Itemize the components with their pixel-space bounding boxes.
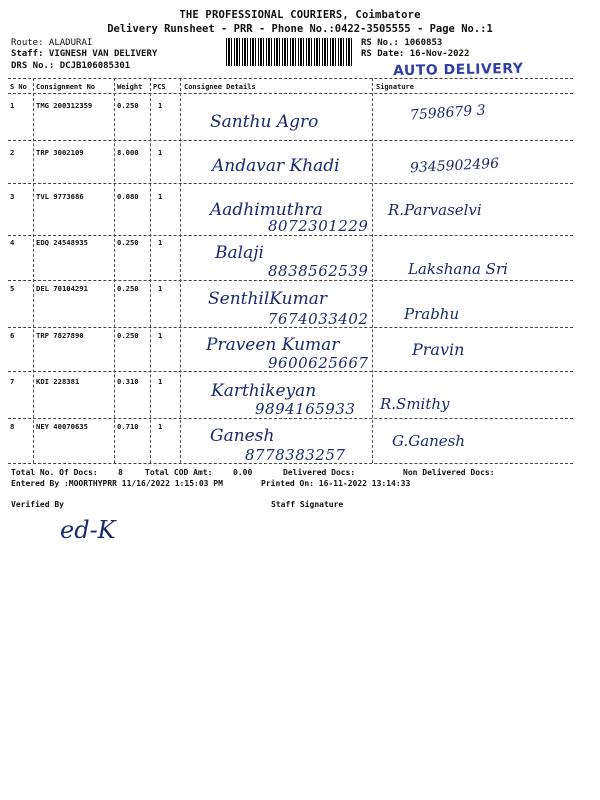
cod-amount-value: 0.00 <box>233 468 253 477</box>
row-consignee-name: Andavar Khadi <box>212 156 340 176</box>
row-divider <box>8 371 573 372</box>
row-weight: 0.310 <box>117 377 139 386</box>
row-divider <box>8 140 573 141</box>
row-consignee-phone: 8072301229 <box>268 217 369 235</box>
row-divider <box>8 327 573 328</box>
row-consignment-no: NEY 40070635 <box>36 422 88 431</box>
table-bottom-border <box>8 463 573 464</box>
row-weight: 8.000 <box>117 148 139 157</box>
rs-number: RS No.: 1060853 <box>361 38 443 48</box>
row-signature: Prabhu <box>404 305 460 323</box>
staff-label: Staff: VIGNESH VAN DELIVERY <box>11 49 158 59</box>
row-weight: 0.080 <box>117 192 139 201</box>
total-docs-value: 8 <box>118 468 123 477</box>
row-consignment-no: TRP 3002109 <box>36 148 84 157</box>
col-divider <box>180 78 181 463</box>
row-signature: 7598679 3 <box>409 102 487 124</box>
table-header-border <box>8 93 573 94</box>
row-sno: 5 <box>10 284 15 293</box>
row-signature: 9345902496 <box>409 155 500 177</box>
row-consignee-name: Praveen Kumar <box>206 335 340 355</box>
row-consignment-no: KDI 228381 <box>36 377 80 386</box>
row-consignee-name: Balaji <box>215 243 264 263</box>
row-consignment-no: TVL 9773686 <box>36 192 84 201</box>
row-consignee-phone: 9600625667 <box>268 354 369 372</box>
row-signature: R.Smithy <box>380 395 450 413</box>
delivered-docs-label: Delivered Docs: <box>283 468 356 477</box>
row-divider <box>8 418 573 419</box>
row-consignment-no: EDQ 24548935 <box>36 238 88 247</box>
row-sno: 6 <box>10 331 15 340</box>
row-pcs: 1 <box>158 422 163 431</box>
row-consignee-name: Santhu Agro <box>210 112 319 132</box>
col-divider <box>150 78 151 463</box>
row-divider <box>8 280 573 281</box>
row-sno: 7 <box>10 377 15 386</box>
table-top-border <box>8 78 573 79</box>
row-divider <box>8 235 573 236</box>
row-consignee-phone: 9894165933 <box>255 400 356 418</box>
row-pcs: 1 <box>158 331 163 340</box>
row-sno: 1 <box>10 101 15 110</box>
non-delivered-docs-label: Non Delivered Docs: <box>403 468 495 477</box>
column-header-signature: Signature <box>376 83 414 91</box>
verified-signature: ed-K <box>60 516 116 544</box>
row-consignee-phone: 7674033402 <box>268 310 369 328</box>
col-divider <box>372 78 373 463</box>
row-signature: Lakshana Sri <box>408 260 508 278</box>
row-weight: 0.250 <box>117 101 139 110</box>
row-pcs: 1 <box>158 192 163 201</box>
row-signature: Pravin <box>412 340 465 359</box>
row-signature: G.Ganesh <box>392 432 466 450</box>
barcode-image <box>226 38 354 66</box>
row-pcs: 1 <box>158 377 163 386</box>
row-sno: 4 <box>10 238 15 247</box>
printed-on: Printed On: 16-11-2022 13:14:33 <box>261 479 411 488</box>
row-divider <box>8 183 573 184</box>
col-divider <box>33 78 34 463</box>
verified-by-label: Verified By <box>11 500 64 509</box>
row-weight: 0.250 <box>117 284 139 293</box>
rs-date: RS Date: 16-Nov-2022 <box>361 49 470 59</box>
row-weight: 0.250 <box>117 331 139 340</box>
row-weight: 0.250 <box>117 238 139 247</box>
row-sno: 3 <box>10 192 15 201</box>
auto-delivery-stamp: AUTO DELIVERY <box>392 60 524 80</box>
row-pcs: 1 <box>158 284 163 293</box>
row-consignee-name: Aadhimuthra <box>210 200 323 220</box>
row-consignment-no: TMG 200312359 <box>36 101 93 110</box>
row-weight: 0.710 <box>117 422 139 431</box>
total-docs-label: Total No. Of Docs: <box>11 468 98 477</box>
column-header-consignee: Consignee Details <box>184 83 256 91</box>
drs-number: DRS No.: DCJB106085301 <box>11 61 131 71</box>
row-consignee-phone: 8778383257 <box>245 446 346 464</box>
column-header-pcs: PCS <box>153 83 166 91</box>
column-header-weight: Weight <box>117 83 143 91</box>
row-pcs: 1 <box>158 148 163 157</box>
row-sno: 8 <box>10 422 15 431</box>
row-consignee-name: Ganesh <box>210 426 275 446</box>
row-consignment-no: DEL 70104291 <box>36 284 88 293</box>
runsheet-subtitle: Delivery Runsheet - PRR - Phone No.:0422-3505555 - Page No.:1 <box>107 23 493 35</box>
entered-by: Entered By :MOORTHYPRR 11/16/2022 1:15:03 PM <box>11 479 223 488</box>
col-divider <box>114 78 115 463</box>
column-header-consignment: Consignment No <box>36 83 96 91</box>
row-pcs: 1 <box>158 238 163 247</box>
row-consignment-no: TRP 7827890 <box>36 331 84 340</box>
column-header-sno: S No <box>10 83 27 91</box>
row-consignee-name: SenthilKumar <box>208 289 327 309</box>
cod-amount-label: Total COD Amt: <box>145 468 213 477</box>
row-consignee-phone: 8838562539 <box>268 262 369 280</box>
route-label: Route: ALADURAI <box>11 38 93 48</box>
staff-signature-label: Staff Signature <box>271 500 344 509</box>
row-consignee-name: Karthikeyan <box>211 381 317 401</box>
row-signature: R.Parvaselvi <box>388 201 482 219</box>
row-pcs: 1 <box>158 101 163 110</box>
row-sno: 2 <box>10 148 15 157</box>
company-title: THE PROFESSIONAL COURIERS, Coimbatore <box>179 9 421 21</box>
